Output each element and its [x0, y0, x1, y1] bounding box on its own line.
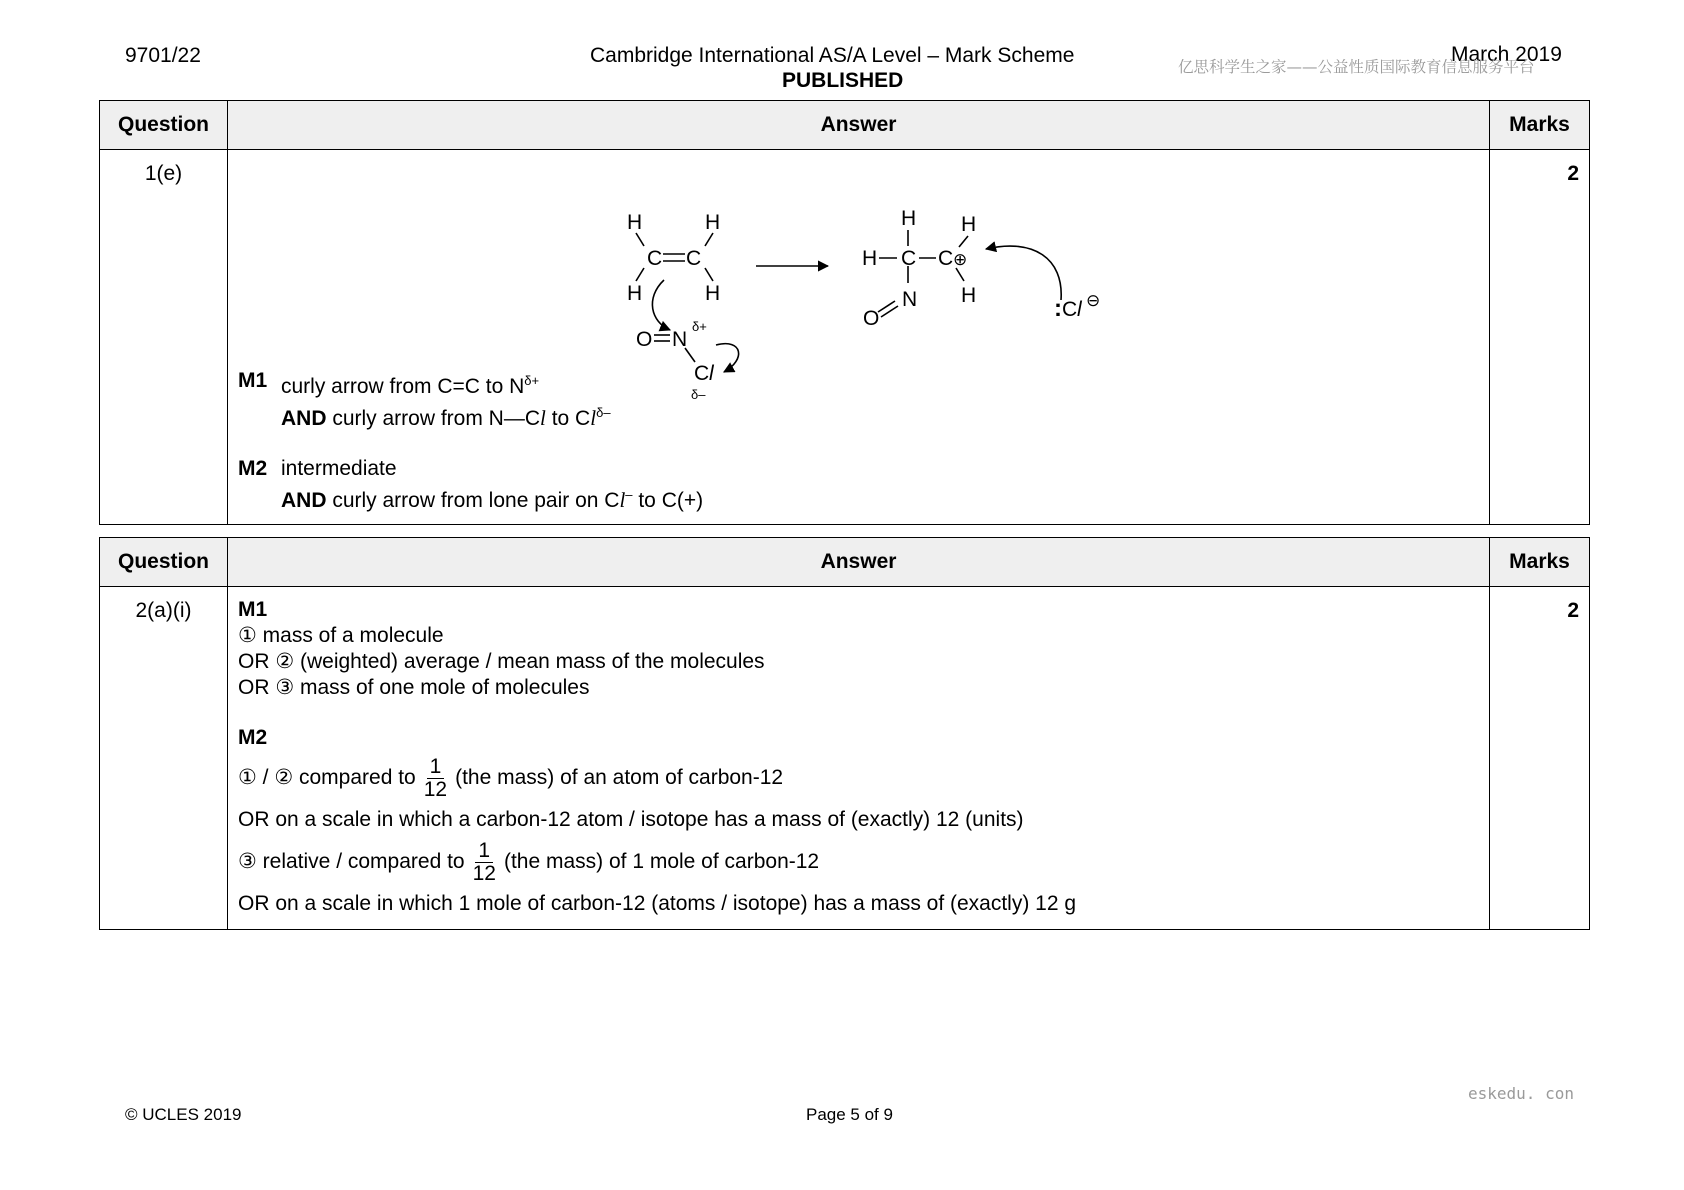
- mark-scheme-table-q2: [99, 537, 1590, 930]
- mark-text: OR ③ mass of one mole of molecules: [238, 676, 590, 699]
- mark-label: M2: [238, 726, 268, 749]
- atom-H: H: [705, 211, 721, 234]
- atom-H: H: [961, 213, 977, 236]
- chloride-l: l: [1077, 298, 1082, 321]
- atom-H: H: [705, 282, 721, 305]
- mark-point-m2-continued: [238, 482, 1479, 514]
- atom-C: C: [647, 247, 663, 270]
- published-label: PUBLISHED: [782, 69, 904, 92]
- atom-Cl-C: C: [694, 362, 710, 385]
- document-title: Cambridge International AS/A Level – Mark Scheme: [590, 44, 1075, 67]
- chloride-C: C: [1062, 298, 1078, 321]
- atom-H: H: [862, 247, 878, 270]
- mark-text: AND curly arrow from lone pair on Cl– to C(+): [281, 487, 704, 512]
- site-watermark: eskedu. con: [1468, 1084, 1574, 1103]
- page-number: Page 5 of 9: [806, 1105, 893, 1124]
- question-column-header: Question: [100, 538, 228, 587]
- marks-column-header: Marks: [1490, 101, 1590, 150]
- mark-label: M2: [238, 457, 268, 480]
- atom-H: H: [901, 207, 917, 230]
- answer-cell: [228, 150, 1490, 525]
- answer-column-header: Answer: [228, 538, 1490, 587]
- atom-Cl-l: l: [709, 362, 714, 385]
- copyright-text: © UCLES 2019: [125, 1105, 242, 1124]
- mark-text: OR on a scale in which a carbon-12 atom / isotope has a mass of (exactly) 12 (units): [238, 808, 1024, 831]
- answer-cell: [228, 587, 1490, 930]
- mark-text: AND curly arrow from N—Cl to $Cl^{\delta-}$: [281, 405, 611, 430]
- answer-column-header: Answer: [228, 101, 1490, 150]
- mark-label: M1: [238, 369, 268, 392]
- fraction-one-twelfth: $\frac{1}{12}$: [472, 838, 496, 885]
- lone-pair-icon: :: [1054, 295, 1062, 322]
- mark-text: ③ relative / compared to $\frac{1}{12}$ (the mass) of 1 mole of carbon-12: [238, 838, 820, 885]
- mark-point-m1-continued: [238, 400, 1479, 432]
- delta-plus-label: δ+: [692, 319, 707, 334]
- mark-label: M1: [238, 598, 268, 621]
- positive-charge-icon: ⊕: [953, 250, 968, 269]
- mark-text: intermediate: [281, 457, 397, 480]
- atom-O: O: [863, 307, 880, 330]
- atom-N: N: [672, 328, 688, 351]
- paper-code: 9701/22: [125, 44, 201, 67]
- atom-C: C: [686, 247, 702, 270]
- mark-text: ① mass of a molecule: [238, 624, 444, 647]
- exam-date: March 2019: [1451, 43, 1562, 66]
- marks-value: 2: [1490, 150, 1590, 525]
- watermark-text: 亿思科学生之家——公益性质国际教育信息服务平台: [1178, 58, 1535, 76]
- marks-value: 2: [1490, 587, 1590, 930]
- mark-text: OR on a scale in which 1 mole of carbon-12 (atoms / isotope) has a mass of (exactly) 12 g: [238, 892, 1077, 915]
- fraction-one-twelfth: $\frac{1}{12}$: [423, 754, 448, 801]
- mark-point-m2: [238, 456, 1479, 482]
- table-row: [100, 587, 1590, 930]
- mark-point-m1: [238, 368, 1479, 400]
- mark-scheme-table-q1: [99, 100, 1590, 525]
- atom-C: C: [901, 247, 917, 270]
- question-number: 2(a)(i): [100, 587, 228, 930]
- question-number: 1(e): [100, 150, 228, 525]
- question-column-header: Question: [100, 101, 228, 150]
- atom-H: H: [627, 282, 643, 305]
- mark-text: curly arrow from C=C to $N^{\delta+}$: [281, 373, 540, 398]
- mark-text: OR ② (weighted) average / mean mass of the molecules: [238, 650, 765, 673]
- table-header-row: [100, 101, 1590, 150]
- atom-N: N: [902, 288, 918, 311]
- atom-H: H: [961, 284, 977, 307]
- marks-column-header: Marks: [1490, 538, 1590, 587]
- negative-charge-icon: ⊖: [1086, 291, 1101, 310]
- delta-minus-label: δ–: [691, 387, 706, 402]
- table-row: [100, 150, 1590, 525]
- atom-H: H: [627, 211, 643, 234]
- mark-text: ① / ② compared to $\frac{1}{12}$ (the mass) of an atom of carbon-12: [238, 754, 784, 801]
- atom-C: C: [938, 247, 954, 270]
- table-header-row: [100, 538, 1590, 587]
- atom-O: O: [636, 328, 653, 351]
